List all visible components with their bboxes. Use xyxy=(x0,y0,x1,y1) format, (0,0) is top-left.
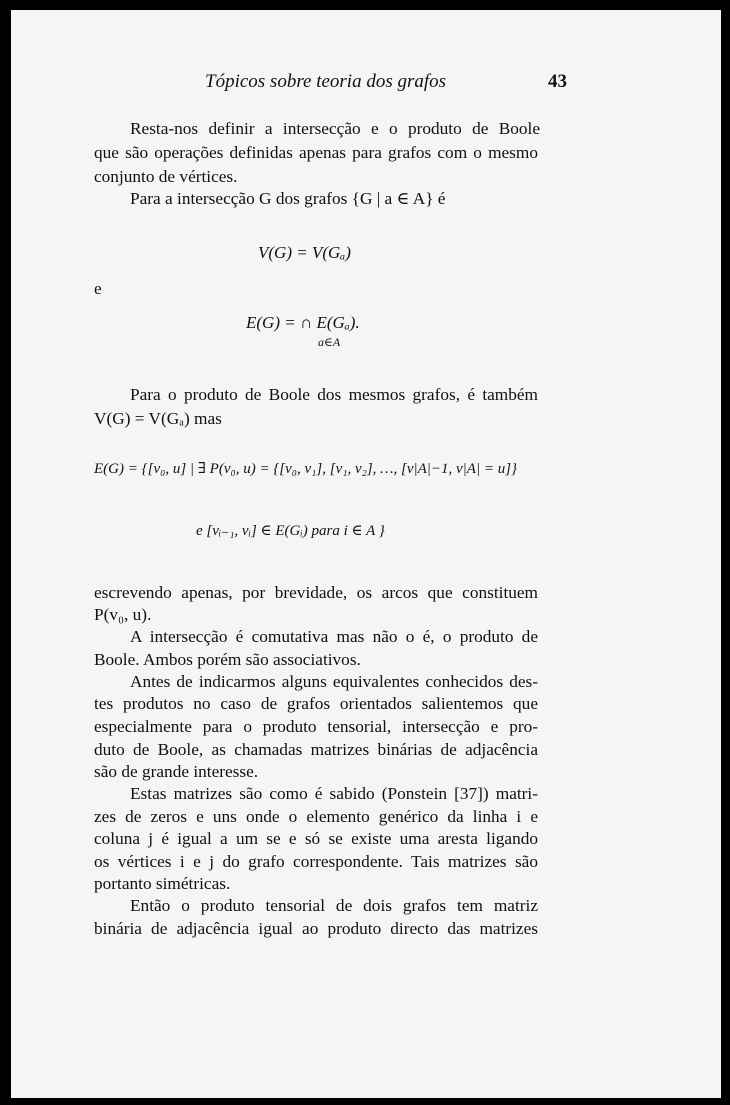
running-title: Tópicos sobre teoria dos grafos xyxy=(205,71,447,92)
text-line: duto de Boole, as chamadas matrizes binárias de adjacência xyxy=(94,740,538,759)
text-line: A intersecção é comutativa mas não o é, o produto de xyxy=(130,627,538,646)
conjunction-e: e xyxy=(94,279,102,298)
text-line: P(v₀, u). xyxy=(94,605,152,624)
text-line: escrevendo apenas, por brevidade, os arcos que constituem xyxy=(94,583,538,602)
text-line: que são operações definidas apenas para grafos com o mesmo xyxy=(94,143,538,162)
text-line: zes de zeros e uns onde o elemento genérico da linha i e xyxy=(94,807,538,826)
text-line: coluna j é igual a um se e só se existe uma aresta ligando xyxy=(94,829,538,848)
text-line: Estas matrizes são como é sabido (Ponstein [37]) matri- xyxy=(130,784,538,803)
page-number: 43 xyxy=(548,71,567,92)
equation-boole-condition: e [vᵢ₋₁, vᵢ] ∈ E(Gᵢ) para i ∈ A } xyxy=(196,523,385,539)
equation-boole-product: E(G) = {[v₀, u] | ∃ P(v₀, u) = {[v₀, v₁], [v₁, v₂], …, [v|A|−1, v|A| = u]} xyxy=(94,461,518,477)
text-line: Resta-nos definir a intersecção e o produto de Boole xyxy=(130,119,540,138)
equation-subscript: a∈A xyxy=(318,335,341,349)
text-line: Antes de indicarmos alguns equivalentes conhecidos des- xyxy=(130,672,538,691)
text-line: Para o produto de Boole dos mesmos grafos, é também xyxy=(130,385,538,404)
text-line: os vértices i e j do grafo correspondente. Tais matrizes são xyxy=(94,852,538,871)
equation-vertex-set: V(G) = V(Gₐ) xyxy=(258,243,351,262)
equation-intersection: E(G) = ∩ E(Gₐ). xyxy=(246,313,360,332)
text-line: binária de adjacência igual ao produto directo das matrizes xyxy=(94,919,538,938)
text-line: são de grande interesse. xyxy=(94,762,259,781)
text-line: Então o produto tensorial de dois grafos tem matriz xyxy=(130,896,538,915)
text-line: portanto simétricas. xyxy=(94,874,231,893)
text-line: V(G) = V(Gₐ) mas xyxy=(94,409,222,428)
text-line: especialmente para o produto tensorial, intersecção e pro- xyxy=(94,717,538,736)
text-line: conjunto de vértices. xyxy=(94,167,238,186)
text-line: Para a intersecção G dos grafos {G | a ∈ A} é xyxy=(130,189,446,208)
text-line: Boole. Ambos porém são associativos. xyxy=(94,650,361,669)
text-line: tes produtos no caso de grafos orientados salientemos que xyxy=(94,694,538,713)
